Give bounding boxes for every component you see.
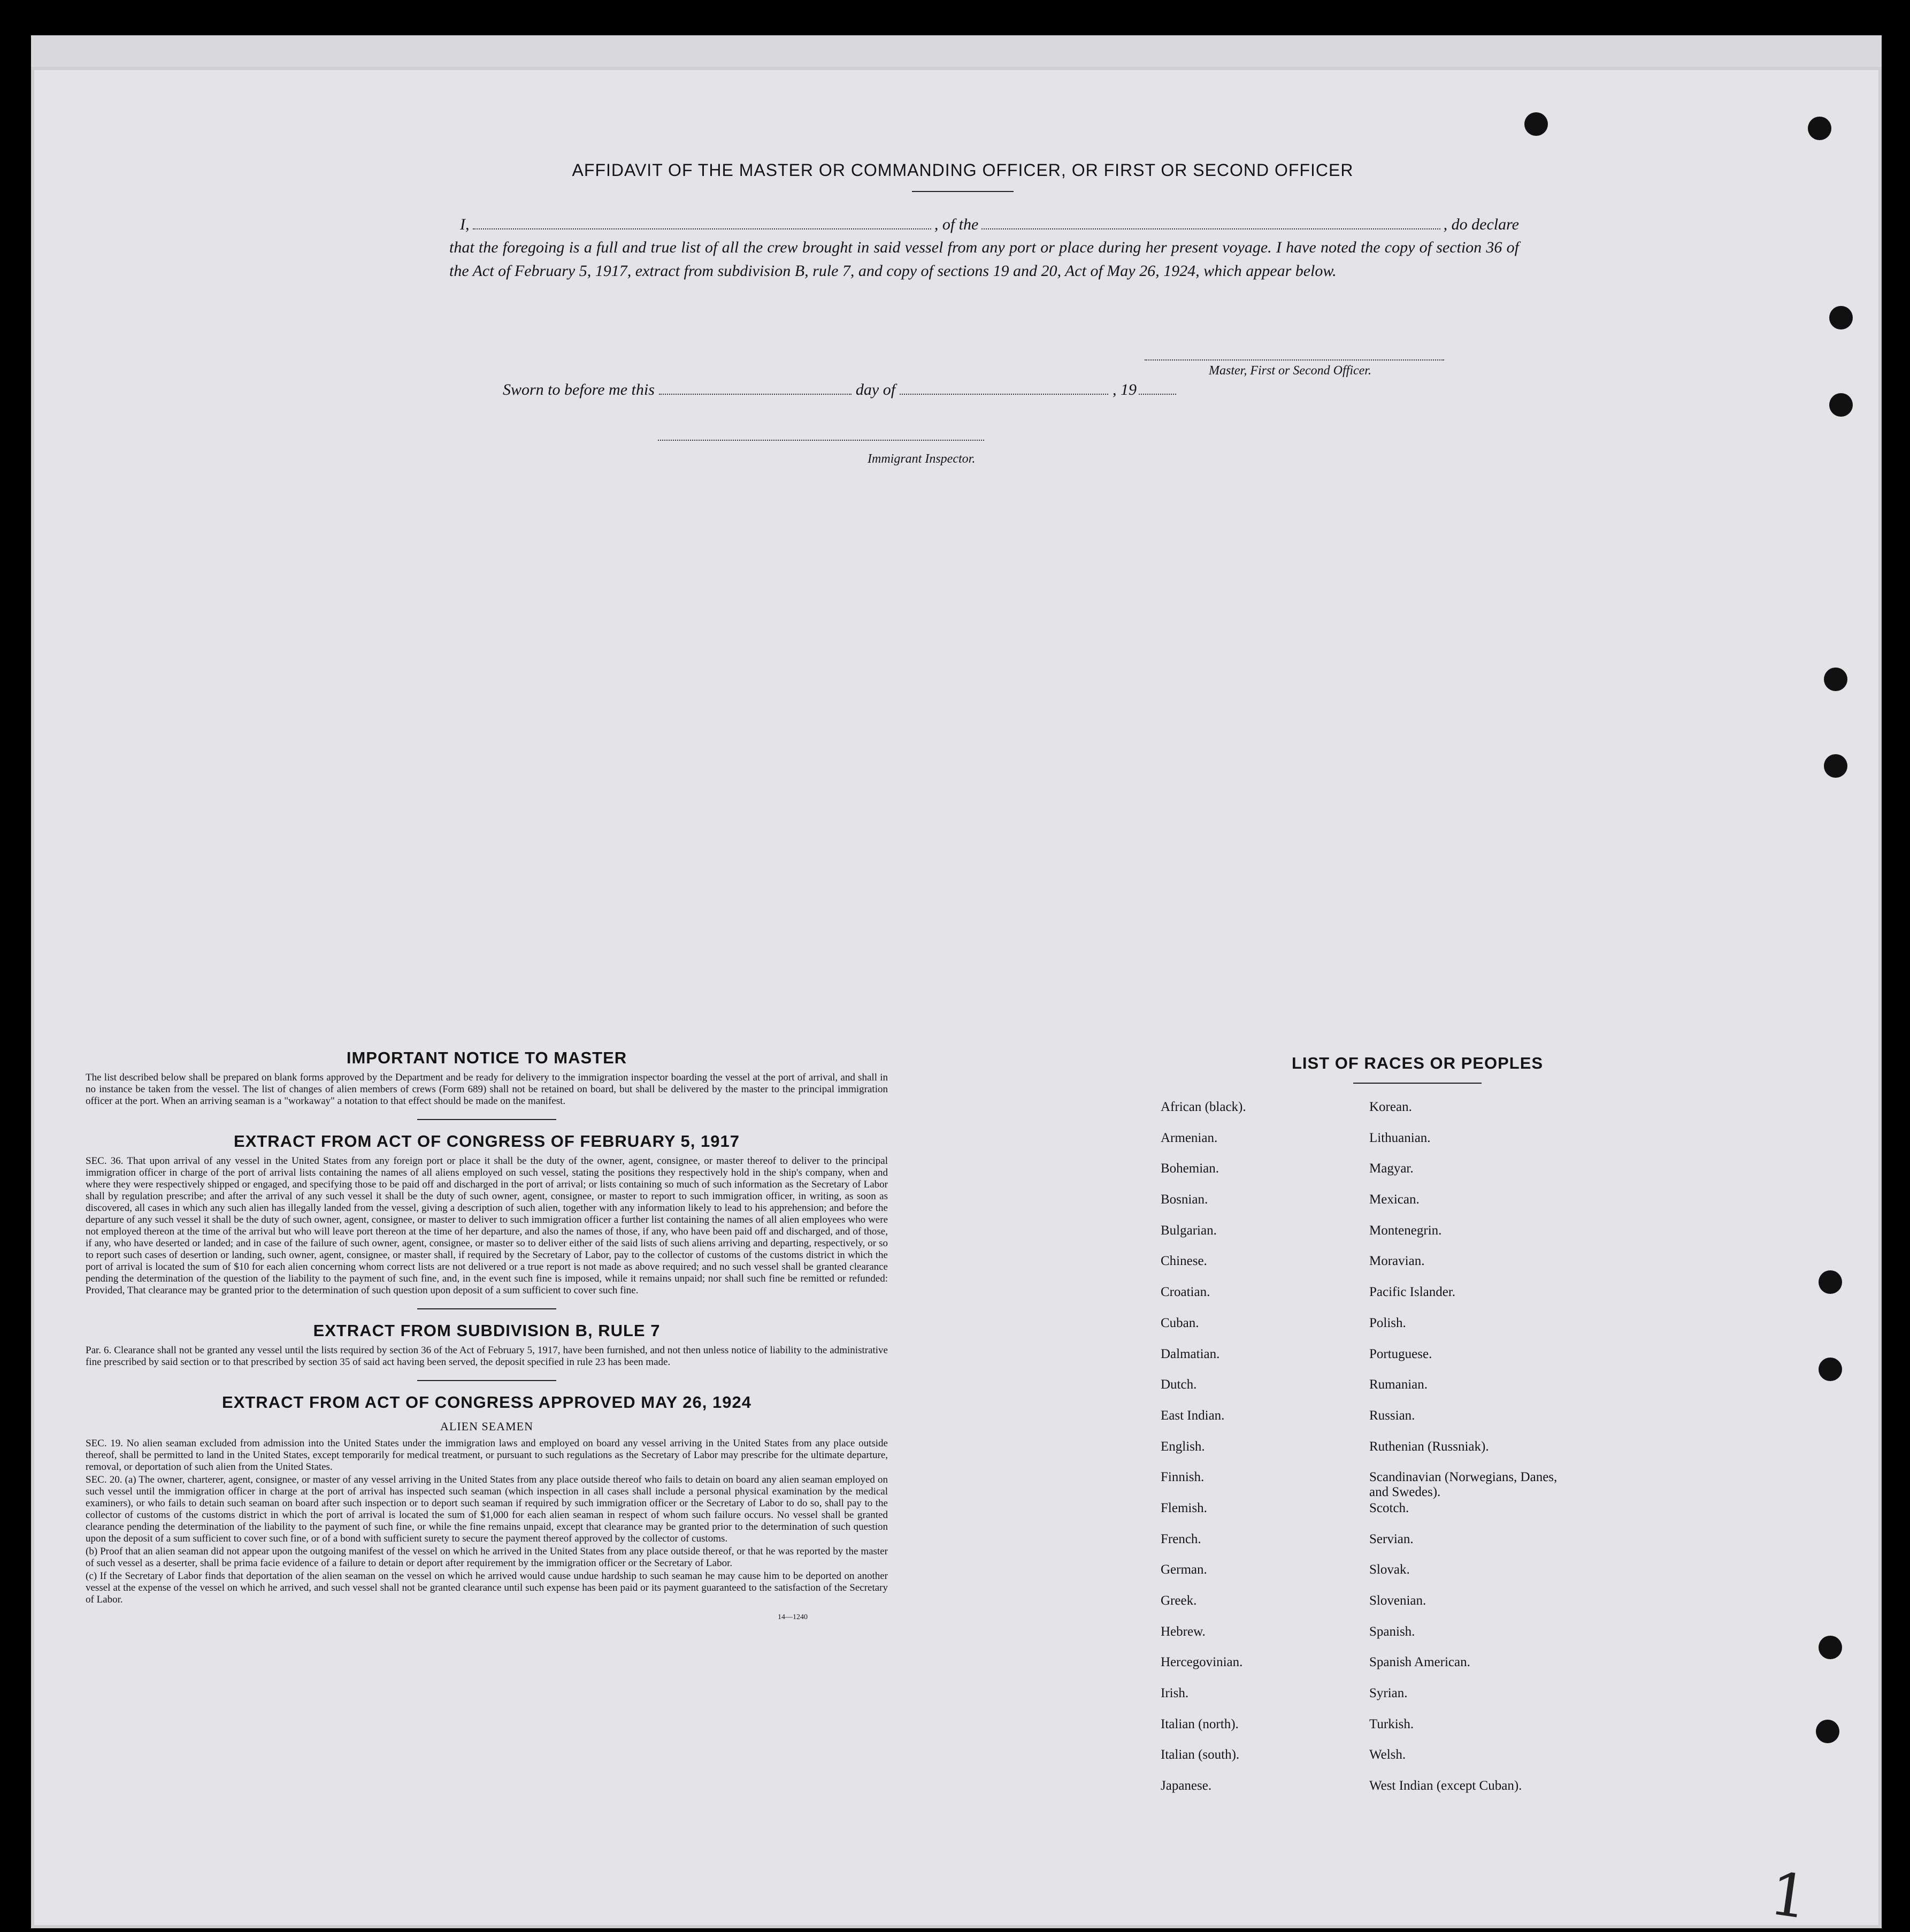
vessel-name-field[interactable] [981, 214, 1440, 229]
of-the-label: , of the [934, 216, 979, 233]
punch-hole-icon [1524, 112, 1548, 136]
divider [417, 1119, 556, 1120]
race-item: Dalmatian. [1161, 1346, 1220, 1361]
sworn-day-field[interactable] [659, 381, 852, 395]
declaration-body: that the foregoing is a full and true list of all the crew brought in said vessel from any port or place during her present voyage. I have noted the copy of section 36 of the Act of February 5, 1917, extract from subdivision B, rule 7, and copy of sections 19 and 20, Act of May 26, 1924, which appear below. [449, 239, 1519, 280]
declaration-line [460, 213, 1519, 236]
race-item: Ruthenian (Russniak). [1369, 1439, 1489, 1454]
race-item: Hebrew. [1161, 1624, 1206, 1639]
race-item: Finnish. [1161, 1470, 1205, 1485]
punch-hole-icon [1819, 1358, 1842, 1381]
extract3-subtitle: ALIEN SEAMEN [440, 1420, 533, 1433]
race-item: Russian. [1369, 1408, 1415, 1423]
inspector-signature-field[interactable] [658, 440, 984, 441]
divider [417, 1308, 556, 1309]
race-item: Bosnian. [1161, 1192, 1208, 1207]
master-signature-label: Master, First or Second Officer. [1209, 364, 1371, 378]
affidavit-section [401, 160, 1524, 283]
race-item: Chinese. [1161, 1254, 1207, 1269]
do-declare-label: , do declare [1443, 216, 1519, 233]
sworn-year-field[interactable] [1139, 381, 1176, 395]
race-item: Polish. [1369, 1315, 1406, 1330]
form-number: 14—1240 [778, 1613, 808, 1621]
declarant-prefix: I, [460, 216, 470, 233]
race-item: Slovenian. [1369, 1593, 1426, 1608]
punch-hole-icon [1819, 1636, 1842, 1659]
race-item: Welsh. [1369, 1747, 1406, 1762]
race-item: Italian (south). [1161, 1747, 1240, 1762]
race-item: Hercegovinian. [1161, 1655, 1243, 1670]
race-item: Spanish. [1369, 1624, 1415, 1639]
race-item: Scandinavian (Norwegians, Danes, and Swedes). [1369, 1470, 1558, 1500]
notice-section [86, 1048, 888, 1622]
races-column-2 [1369, 1100, 1578, 1810]
page-top-edge [31, 35, 1882, 67]
race-item: Greek. [1161, 1593, 1197, 1608]
section-20a-text: SEC. 20. (a) The owner, charterer, agent, consignee, or master of any vessel arriving in the United States from any place outside thereof who fails to detain on board any alien seaman employed on such vessel until the immigration officer in charge at the port of arrival has inspected such seaman (which inspection in all cases shall include a personal physical examination by the medical examiners), or who fails to detain such seaman on board after such inspection or to deport such seaman if required by such immigration officer or the Secretary of Labor to do so, shall pay to the collector of customs of the customs district in which the port of arrival is located the sum of $1,000 for each alien seaman in respect of whom such failure occurs. No vessel shall be granted clearance pending the determination of the liability to the payment of such fine, or while the fine remains unpaid, except that clearance may be granted prior to the determination of such question upon the deposit of a sum sufficient to cover such fine, or of a bond with sufficient surety to secure the payment thereof approved by the collector of customs. [86, 1474, 888, 1544]
race-item: English. [1161, 1439, 1205, 1454]
notice-text: The list described below shall be prepared on blank forms approved by the Department and be ready for delivery to the immigration inspector boarding the vessel at the port of arrival, and shall in no instance be taken from the vessel. The list of changes of alien members of crews (Form 689) shall not be retained on board, but shall be delivered by the master to the principal immigration officer at the port. When an arriving seaman is a "workaway" a notation to that effect should be made on the manifest. [86, 1072, 888, 1107]
race-item: Pacific Islander. [1369, 1285, 1456, 1300]
extract3-title: EXTRACT FROM ACT OF CONGRESS APPROVED MAY 26, 1924 [222, 1393, 751, 1412]
races-section [1145, 1054, 1690, 1810]
race-item: Bulgarian. [1161, 1223, 1217, 1238]
extract2-title: EXTRACT FROM SUBDIVISION B, RULE 7 [313, 1321, 661, 1340]
race-item: Scotch. [1369, 1500, 1409, 1515]
punch-hole-icon [1829, 306, 1853, 329]
sworn-line [503, 381, 1225, 399]
section-20c-text: (c) If the Secretary of Labor finds that deportation of the alien seaman on the vessel on which he arrived would cause undue hardship to such seaman he may cause him to be deported on another vessel at the expense of the vessel on which he arrived, and such vessel shall not be granted clearance until such expense has been paid or its payment guaranteed to the satisfaction of the Secretary of Labor. [86, 1570, 888, 1605]
race-item: Turkish. [1369, 1716, 1414, 1731]
race-item: French. [1161, 1531, 1201, 1546]
race-item: Portuguese. [1369, 1346, 1432, 1361]
race-item: African (black). [1161, 1100, 1246, 1114]
race-item: Lithuanian. [1369, 1130, 1431, 1145]
race-item: Armenian. [1161, 1130, 1218, 1145]
divider [1353, 1083, 1482, 1084]
extract2-text: Par. 6. Clearance shall not be granted any vessel until the lists required by section 36 of the Act of February 5, 1917, have been furnished, and not then unless notice of liability to the administrative fine prescribed by said section or to that prescribed by section 35 of said act having been served, the deposit specified in rule 23 has been made. [86, 1345, 888, 1368]
race-item: East Indian. [1161, 1408, 1225, 1423]
race-item: Italian (north). [1161, 1716, 1239, 1731]
race-item: Irish. [1161, 1686, 1189, 1701]
inspector-signature-label: Immigrant Inspector. [868, 452, 976, 466]
day-of-label: day of [855, 381, 896, 398]
race-item: Japanese. [1161, 1778, 1212, 1793]
race-item: Spanish American. [1369, 1655, 1470, 1670]
races-title: LIST OF RACES OR PEOPLES [1291, 1054, 1544, 1072]
punch-hole-icon [1816, 1720, 1839, 1743]
race-item: Syrian. [1369, 1686, 1408, 1701]
race-item: West Indian (except Cuban). [1369, 1778, 1522, 1793]
divider [912, 191, 1014, 192]
master-signature-field[interactable] [1145, 359, 1444, 361]
sworn-prefix: Sworn to before me this [503, 381, 655, 398]
punch-hole-icon [1824, 754, 1847, 778]
race-item: Mexican. [1369, 1192, 1420, 1207]
affidavit-title: AFFIDAVIT OF THE MASTER OR COMMANDING OFFICER, OR FIRST OR SECOND OFFICER [572, 160, 1354, 180]
section-19-text: SEC. 19. No alien seaman excluded from admission into the United States under the immigration laws and employed on board any vessel arriving in the United States from any place outside thereof, shall be permitted to land in the United States, except temporarily for medical treatment, or pursuant to such regulations as the Secretary of Labor may prescribe for the ultimate departure, removal, or deportation of such alien from the United States. [86, 1438, 888, 1473]
race-item: Magyar. [1369, 1161, 1414, 1176]
race-item: German. [1161, 1562, 1207, 1577]
declarant-name-field[interactable] [473, 214, 931, 229]
punch-hole-icon [1829, 393, 1853, 417]
race-item: Flemish. [1161, 1500, 1207, 1515]
sworn-month-field[interactable] [900, 381, 1108, 395]
notice-title: IMPORTANT NOTICE TO MASTER [346, 1048, 627, 1067]
race-item: Cuban. [1161, 1315, 1199, 1330]
divider [417, 1380, 556, 1381]
race-item: Rumanian. [1369, 1377, 1428, 1392]
race-item: Dutch. [1161, 1377, 1197, 1392]
handwritten-mark: 1 [1766, 1859, 1813, 1932]
punch-hole-icon [1808, 117, 1831, 140]
race-item: Korean. [1369, 1100, 1412, 1114]
race-item: Moravian. [1369, 1254, 1425, 1269]
race-item: Montenegrin. [1369, 1223, 1442, 1238]
year-prefix: , 19 [1113, 381, 1137, 398]
extract1-title: EXTRACT FROM ACT OF CONGRESS OF FEBRUARY 5, 1917 [234, 1132, 740, 1151]
race-item: Bohemian. [1161, 1161, 1219, 1176]
race-item: Servian. [1369, 1531, 1414, 1546]
races-column-1 [1161, 1100, 1369, 1810]
race-item: Slovak. [1369, 1562, 1410, 1577]
extract1-text: SEC. 36. That upon arrival of any vessel in the United States from any foreign port or place it shall be the duty of the owner, agent, consignee, or master thereof to deliver to the principal immigration officer in charge of the port of arrival lists containing the names of all aliens employed on such vessel, stating the positions they respectively hold in the ship's company, when and where they were respectively shipped or engaged, and specifying those to be paid off and discharged in the port of arrival; or lists containing so much of such information as the Secretary of Labor shall by regulation prescribe; and after the arrival of any such vessel it shall be the duty of such owner, agent, consignee, or master to report to such immigration officer, in writing, as soon as discovered, all cases in which any such alien has illegally landed from the vessel, giving a description of such alien, together with any information likely to lead to his apprehension; and before the departure of any such vessel it shall be the duty of such owner, agent, consignee, or master to deliver to such immigration officer a further list containing the names of all alien employees who were not employed thereon at the time of the arrival but who will leave port thereon at the time of her departure, and also the names of those, if any, who have been paid off and discharged, and of those, if any, who have deserted or landed; and in case of the failure of such owner, agent, consignee, or master so to deliver either of the said lists of such aliens arriving and departing, respectively, or so to report such cases of desertion or landing, such owner, agent, consignee, or master shall, if required by the Secretary of Labor, pay to the collector of customs of the customs district in which the port of arrival is located the sum of $10 for each alien concerning whom correct lists are not delivered or a true report is not made as above required; and no such vessel shall be granted clearance pending the determination of the question of the liability to the payment of such fine, and, in the event such fine is imposed, while it remains unpaid; nor shall such fine be remitted or refunded: Provided, That clearance may be granted prior to the determination of such question upon deposit of a sum sufficient to cover such fine. [86, 1155, 888, 1296]
punch-hole-icon [1824, 668, 1847, 691]
section-20b-text: (b) Proof that an alien seaman did not appear upon the outgoing manifest of the vessel on which he arrived in the United States from any place outside thereof, or that he was reported by the master of such vessel as a deserter, shall be prima facie evidence of a failure to detain or deport after requirement by the immigration officer or the Secretary of Labor. [86, 1546, 888, 1569]
race-item: Croatian. [1161, 1285, 1210, 1300]
punch-hole-icon [1819, 1270, 1842, 1294]
